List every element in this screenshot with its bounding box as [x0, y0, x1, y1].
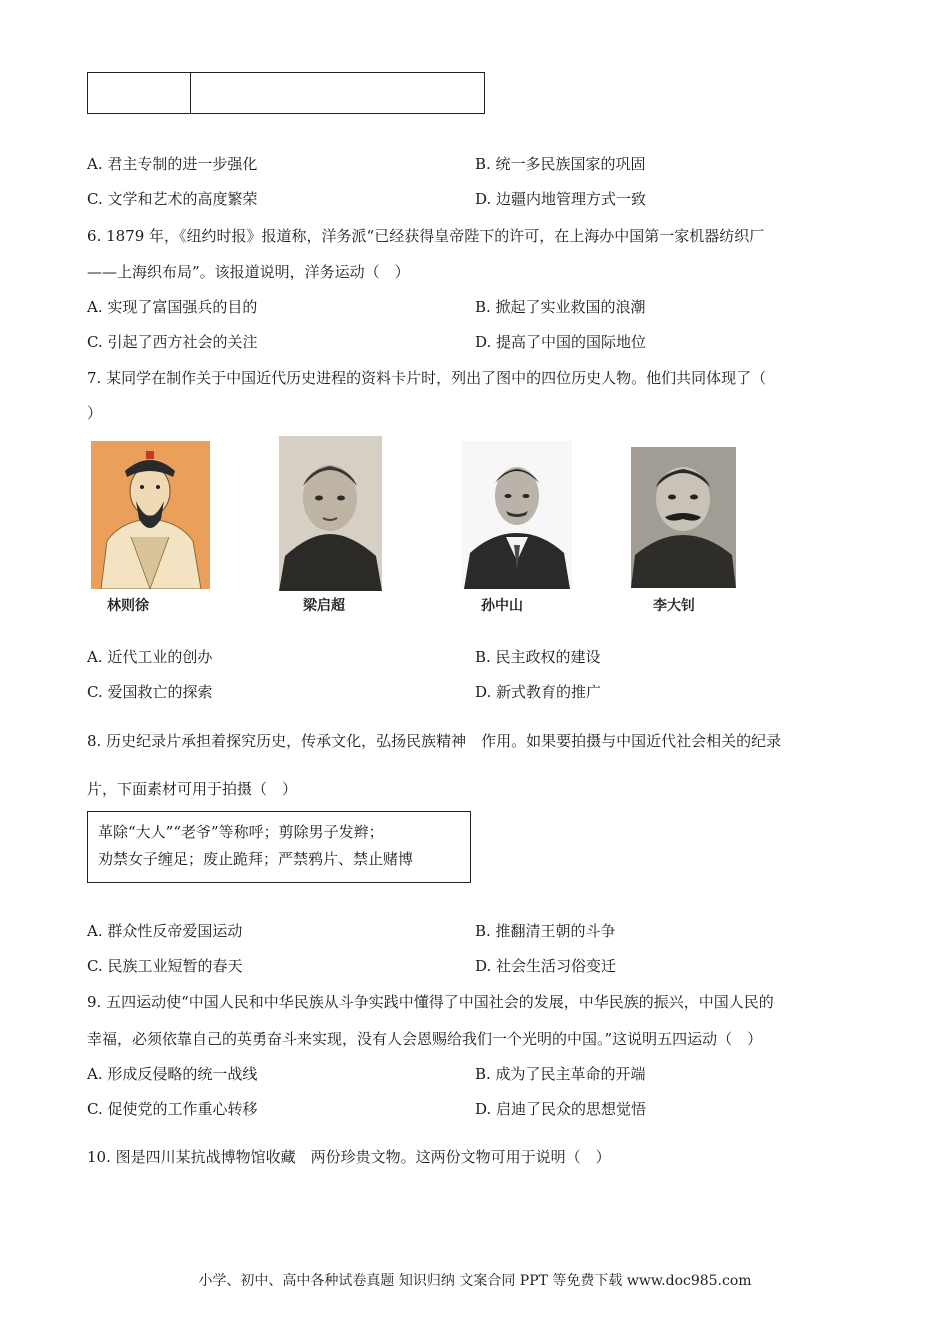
table-divider: [190, 73, 191, 113]
q5-option-b[interactable]: B. 统一多民族国家的巩固: [475, 155, 646, 173]
q6-option-d[interactable]: D. 提高了中国的国际地位: [475, 333, 647, 351]
portrait-liang-qichao: [279, 436, 382, 591]
q9-option-c[interactable]: C. 促使党的工作重心转移: [87, 1100, 258, 1118]
q6-stem-line1: 6. 1879 年，《纽约时报》报道称，洋务派“已经获得皇帝陛下的许可，在上海办中国第一家机器纺织厂: [87, 227, 765, 245]
q6-option-c[interactable]: C. 引起了西方社会的关注: [87, 333, 258, 351]
q8-option-a[interactable]: A. 群众性反帝爱国运动: [87, 922, 243, 940]
liang-qichao-photo: [279, 436, 382, 591]
q7-option-d[interactable]: D. 新式教育的推广: [475, 683, 602, 701]
q5-option-c[interactable]: C. 文学和艺术的高度繁荣: [87, 190, 258, 208]
portrait-lin-zexu: [91, 441, 210, 589]
q7-option-c[interactable]: C. 爱国救亡的探索: [87, 683, 213, 701]
q9-option-b[interactable]: B. 成为了民主革命的开端: [475, 1065, 646, 1083]
q6-option-b[interactable]: B. 掀起了实业救国的浪潮: [475, 298, 646, 316]
portrait-li-dazhao: [631, 447, 736, 588]
q8-stem-line2: 片，下面素材可用于拍摄（ ）: [87, 780, 298, 798]
caption-lin-zexu: 林则徐: [107, 598, 149, 614]
caption-liang-qichao: 梁启超: [303, 598, 345, 614]
answer-table: [87, 72, 485, 114]
q7-stem-line2: ）: [87, 404, 103, 422]
portrait-sun-zhongshan: [462, 441, 572, 589]
q8-material-box: [87, 811, 471, 883]
q8-option-b[interactable]: B. 推翻清王朝的斗争: [475, 922, 616, 940]
q8-option-d[interactable]: D. 社会生活习俗变迁: [475, 957, 617, 975]
caption-li-dazhao: 李大钊: [653, 598, 695, 614]
page-footer: 小学、初中、高中各种试卷真题 知识归纳 文案合同 PPT 等免费下载 www.doc985.com: [198, 1273, 752, 1289]
li-dazhao-photo: [631, 447, 736, 588]
q9-stem-line1: 9. 五四运动使“中国人民和中华民族从斗争实践中懂得了中国社会的发展，中华民族的振兴，中国人民的: [87, 993, 774, 1011]
q9-option-d[interactable]: D. 启迪了民众的思想觉悟: [475, 1100, 647, 1118]
q10-stem-line1: 10. 图是四川某抗战博物馆收藏 两份珍贵文物。这两份文物可用于说明（ ）: [87, 1148, 611, 1166]
q8-stem-line1: 8. 历史纪录片承担着探究历史，传承文化，弘扬民族精神 作用。如果要拍摄与中国近代社会相关的纪录: [87, 732, 782, 750]
q6-stem-line2: ——上海织布局”。该报道说明，洋务运动（ ）: [87, 263, 410, 281]
q7-stem-line1: 7. 某同学在制作关于中国近代历史进程的资料卡片时，列出了图中的四位历史人物。他们共同体现了（: [87, 369, 767, 387]
q8-material-line2: 劝禁女子缠足；废止跪拜；严禁鸦片、禁止赌博: [98, 850, 414, 868]
q5-option-d[interactable]: D. 边疆内地管理方式一致: [475, 190, 647, 208]
q5-option-a[interactable]: A. 君主专制的进一步强化: [87, 155, 258, 173]
q8-material-line1: 革除“大人”“老爷”等称呼；剪除男子发辫；: [98, 823, 384, 841]
q7-option-b[interactable]: B. 民主政权的建设: [475, 648, 601, 666]
q9-option-a[interactable]: A. 形成反侵略的统一战线: [87, 1065, 258, 1083]
caption-sun-zhongshan: 孙中山: [481, 598, 523, 614]
q8-option-c[interactable]: C. 民族工业短暂的春天: [87, 957, 243, 975]
q6-option-a[interactable]: A. 实现了富国强兵的目的: [87, 298, 258, 316]
q7-option-a[interactable]: A. 近代工业的创办: [87, 648, 213, 666]
q9-stem-line2: 幸福，必须依靠自己的英勇奋斗来实现，没有人会恩赐给我们一个光明的中国。”这说明五四运动（ ）: [87, 1030, 763, 1048]
lin-zexu-painting: [91, 441, 210, 589]
sun-zhongshan-photo: [462, 441, 572, 589]
